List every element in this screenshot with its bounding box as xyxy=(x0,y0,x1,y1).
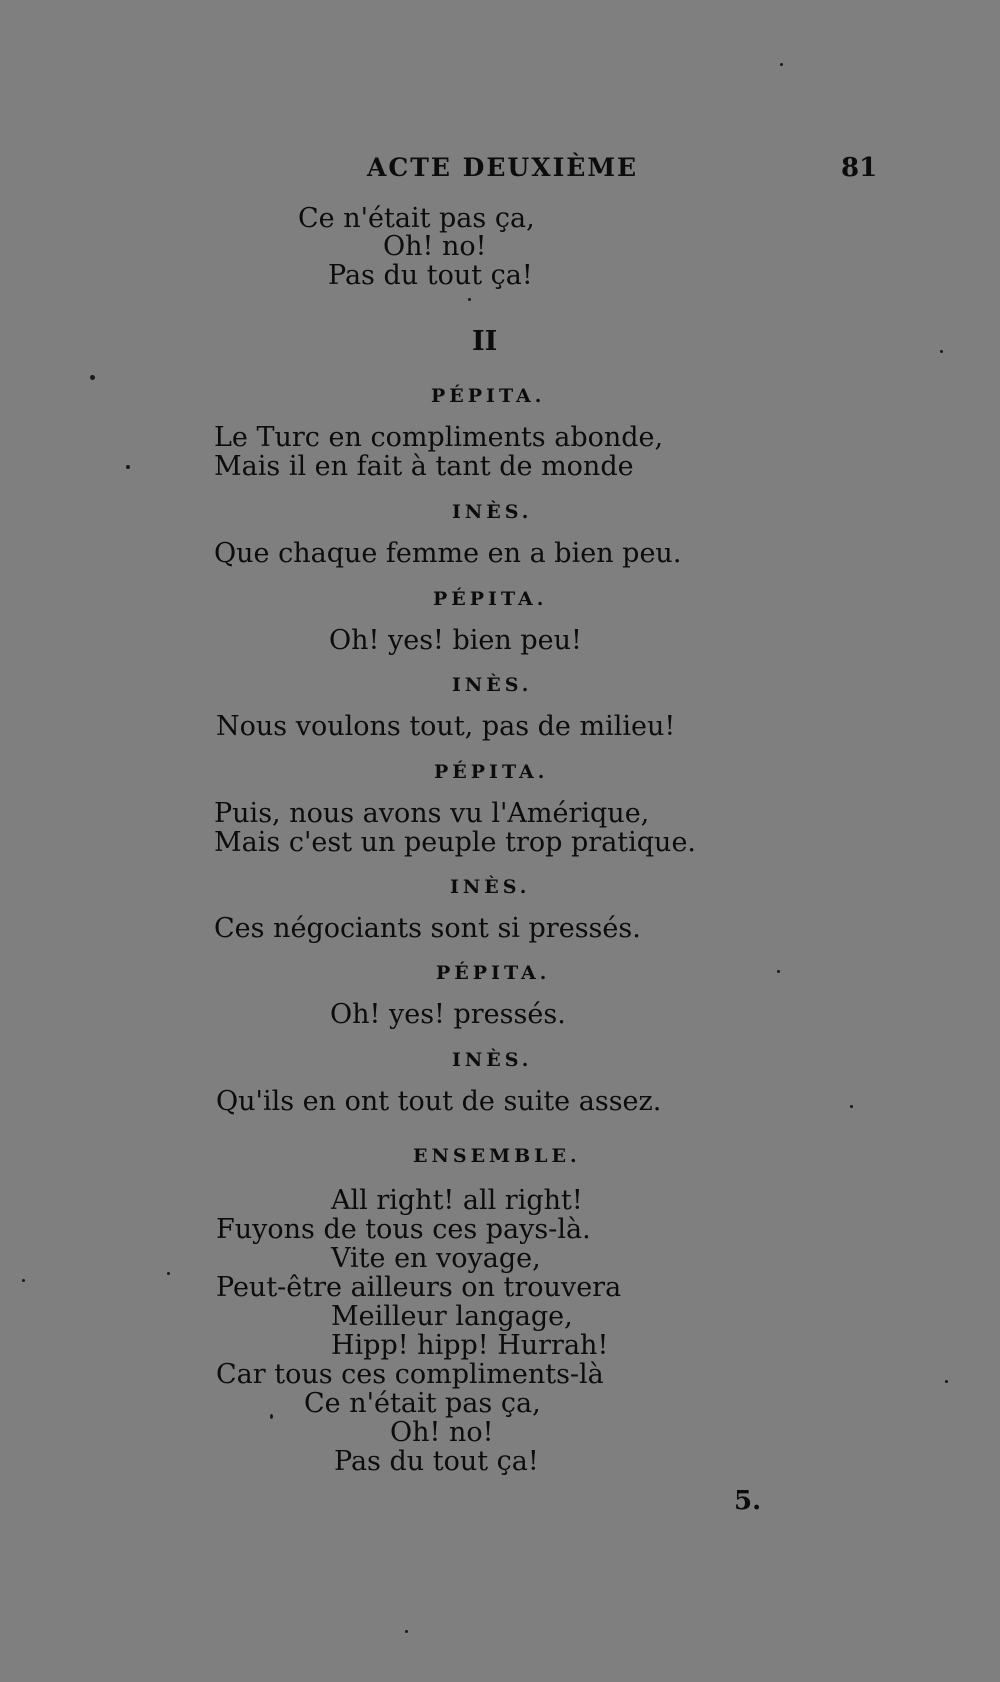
speaker-label: PÉPITA. xyxy=(433,588,548,610)
scan-speck xyxy=(780,63,783,66)
verse-line: Le Turc en compliments abonde, xyxy=(214,422,664,453)
verse-line: Fuyons de tous ces pays-là. xyxy=(216,1214,591,1245)
verse-line: Peut-être ailleurs on trouvera xyxy=(216,1272,622,1303)
speaker-label: INÈS. xyxy=(452,1049,533,1071)
verse-line: Vite en voyage, xyxy=(331,1243,541,1274)
scan-speck xyxy=(270,1414,273,1419)
verse-line: Ce n'était pas ça, xyxy=(298,203,535,234)
page-number: 81 xyxy=(841,153,878,183)
verse-line: Hipp! hipp! Hurrah! xyxy=(331,1330,609,1361)
verse-line: Pas du tout ça! xyxy=(328,260,533,291)
speaker-label: ENSEMBLE. xyxy=(413,1145,581,1167)
verse-line: Oh! no! xyxy=(390,1417,494,1448)
verse-line: Qu'ils en ont tout de suite assez. xyxy=(216,1086,662,1117)
scan-speck xyxy=(90,375,95,380)
scan-speck xyxy=(468,298,471,301)
scan-speck xyxy=(167,1272,170,1275)
scan-speck xyxy=(777,970,780,973)
verse-line: All right! all right! xyxy=(331,1185,583,1216)
scan-speck xyxy=(850,1105,853,1108)
speaker-label: PÉPITA. xyxy=(431,385,546,407)
signature-mark: 5. xyxy=(734,1486,762,1516)
running-header: ACTE DEUXIÈME xyxy=(367,153,639,182)
scan-speck xyxy=(405,1630,408,1633)
speaker-label: INÈS. xyxy=(452,674,533,696)
verse-line: Car tous ces compliments-là xyxy=(216,1359,604,1390)
verse-line: Mais c'est un peuple trop pratique. xyxy=(214,827,697,858)
verse-line: Mais il en fait à tant de monde xyxy=(214,451,634,482)
verse-line: Oh! no! xyxy=(383,231,487,262)
verse-line: Pas du tout ça! xyxy=(334,1446,539,1477)
scan-speck xyxy=(126,465,130,469)
scan-speck xyxy=(940,350,943,353)
speaker-label: INÈS. xyxy=(450,876,531,898)
verse-line: Puis, nous avons vu l'Amérique, xyxy=(214,798,650,829)
verse-line: Nous voulons tout, pas de milieu! xyxy=(216,711,676,742)
section-number: II xyxy=(472,326,498,357)
verse-line: Meilleur langage, xyxy=(331,1301,573,1332)
verse-line: Oh! yes! bien peu! xyxy=(329,625,582,656)
verse-line: Ce n'était pas ça, xyxy=(304,1388,541,1419)
speaker-label: PÉPITA. xyxy=(436,962,551,984)
verse-line: Que chaque femme en a bien peu. xyxy=(214,538,682,569)
verse-line: Oh! yes! pressés. xyxy=(330,999,566,1030)
scan-speck xyxy=(22,1279,25,1282)
speaker-label: PÉPITA. xyxy=(434,761,549,783)
scan-speck xyxy=(945,1380,948,1383)
verse-line: Ces négociants sont si pressés. xyxy=(214,913,641,944)
speaker-label: INÈS. xyxy=(452,501,533,523)
